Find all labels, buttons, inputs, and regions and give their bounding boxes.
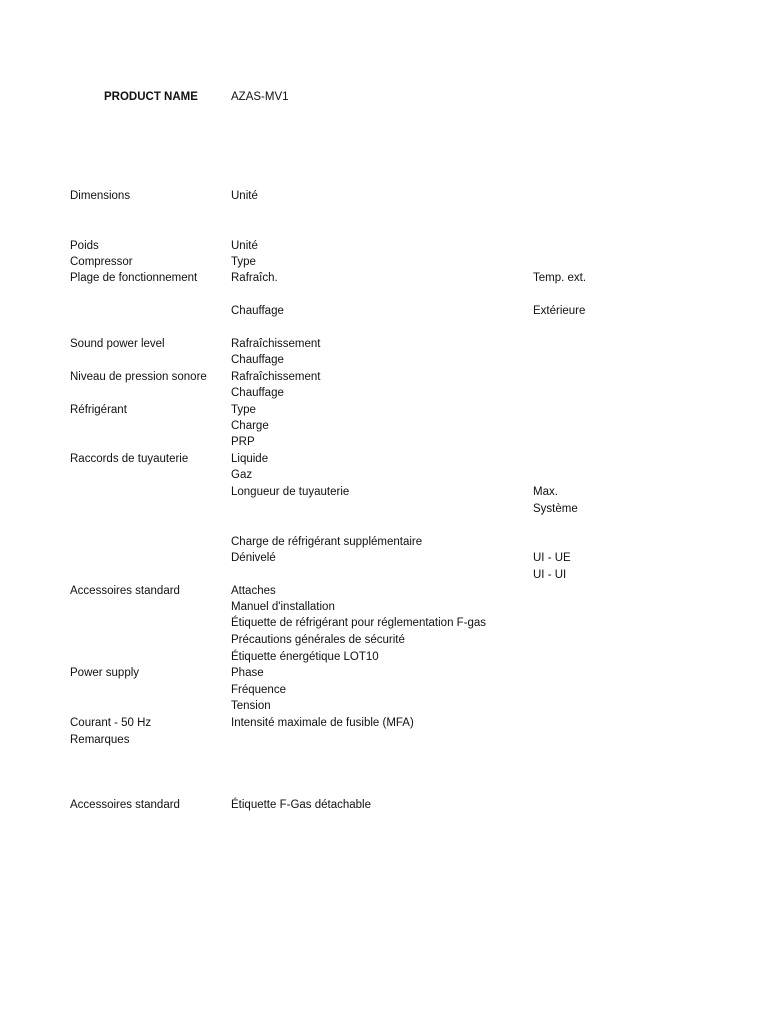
row-sub-poids-unit: Unité	[231, 240, 258, 252]
row-label-plage: Plage de fonctionnement	[70, 272, 198, 284]
row-sub-compressor-type: Type	[231, 256, 256, 268]
row-label-accessoires: Accessoires standard	[70, 585, 180, 597]
list-item: Manuel d'installation	[231, 601, 335, 613]
row-sub-dimensions-unit: Unité	[231, 190, 258, 202]
row-sub-raccords-max: Max.	[533, 486, 558, 498]
row-sub-refrigerant-type: Type	[231, 404, 256, 416]
row-sub-plage-rafraich: Rafraîch.	[231, 272, 278, 284]
row-label-pression: Niveau de pression sonore	[70, 371, 207, 383]
row-sub-accessoires-fgas: Étiquette F-Gas détachable	[231, 799, 371, 811]
row-sub-raccords-ui-ue: UI - UE	[533, 552, 571, 564]
row-sub-raccords-longueur: Longueur de tuyauterie	[231, 486, 350, 498]
row-label-compressor: Compressor	[70, 256, 133, 268]
row-sub-sound-power-cooling: Rafraîchissement	[231, 338, 321, 350]
row-sub-power-phase: Phase	[231, 667, 264, 679]
row-sub-raccords-charge-supp: Charge de réfrigérant supplémentaire	[231, 536, 423, 548]
row-sub-power-frequence: Fréquence	[231, 684, 286, 696]
row-label-refrigerant: Réfrigérant	[70, 404, 127, 416]
row-sub-courant-mfa: Intensité maximale de fusible (MFA)	[231, 717, 414, 729]
row-sub-pression-cooling: Rafraîchissement	[231, 371, 321, 383]
list-item: Précautions générales de sécurité	[231, 634, 405, 646]
row-sub-raccords-systeme: Système	[533, 503, 578, 515]
row-sub-plage-temp-ext: Temp. ext.	[533, 272, 587, 284]
row-sub-refrigerant-prp: PRP	[231, 436, 255, 448]
list-item: Étiquette de réfrigérant pour réglementation F-gas	[231, 617, 487, 629]
list-item: Attaches	[231, 585, 276, 597]
row-sub-plage-exterieure: Extérieure	[533, 305, 586, 317]
product-name-value: AZAS-MV1	[231, 91, 289, 103]
row-label-dimensions: Dimensions	[70, 190, 131, 202]
row-label-raccords: Raccords de tuyauterie	[70, 453, 189, 465]
row-label-remarques: Remarques	[70, 734, 130, 746]
row-label-power: Power supply	[70, 667, 140, 679]
row-sub-refrigerant-charge: Charge	[231, 420, 269, 432]
row-sub-raccords-liquide: Liquide	[231, 453, 269, 465]
row-label-courant: Courant - 50 Hz	[70, 717, 152, 729]
row-sub-sound-power-heating: Chauffage	[231, 354, 284, 366]
list-item: Étiquette énergétique LOT10	[231, 651, 379, 663]
product-name-label: PRODUCT NAME	[104, 91, 198, 103]
row-sub-raccords-ui-ui: UI - UI	[533, 569, 567, 581]
row-sub-power-tension: Tension	[231, 700, 271, 712]
row-label-accessoires-2: Accessoires standard	[70, 799, 180, 811]
row-sub-raccords-gaz: Gaz	[231, 469, 253, 481]
row-label-poids: Poids	[70, 240, 99, 252]
row-sub-raccords-denivele: Dénivelé	[231, 552, 276, 564]
row-sub-plage-chauffage: Chauffage	[231, 305, 284, 317]
row-label-sound-power: Sound power level	[70, 338, 165, 350]
row-sub-pression-heating: Chauffage	[231, 387, 284, 399]
